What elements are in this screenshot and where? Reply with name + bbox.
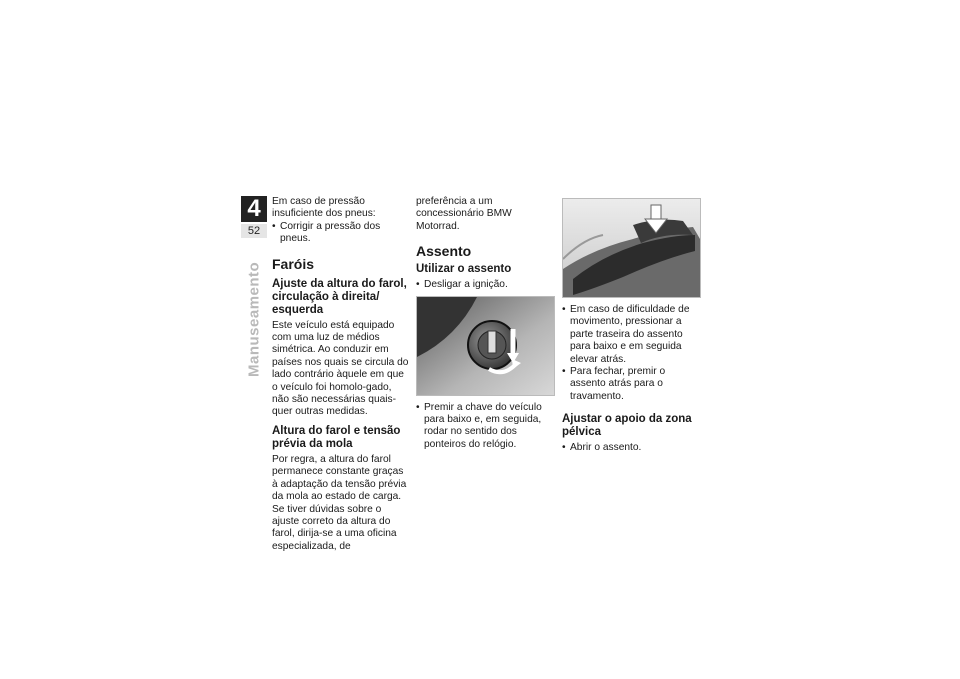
seat-photo (562, 198, 701, 298)
paragraph-ajuste: Este veículo está equipado com uma luz de médios simétrica. Ao conduzir em países nos quais se circula do lado contrário àquele em que o veículo foi homolo-gado, não são necessárias quais-quer outras medidas. (272, 319, 409, 418)
bullet-dificuldade: • Em caso de dificuldade de movimento, pressionar a parte traseira do assento para baixo e em seguida elevar atrás. (562, 304, 699, 366)
bullet-premir-chave: • Premir a chave do veículo para baixo e, em seguida, rodar no sentido dos ponteiros do relógio. (416, 402, 553, 452)
heading-altura-farol: Altura do farol e tensão prévia da mola (272, 424, 401, 450)
paragraph-altura-1: Por regra, a altura do farol permanece constante graças à adaptação da tensão prévia da mola ao estado de carga. (272, 453, 407, 503)
heading-farois: Faróis (272, 255, 315, 272)
paragraph-altura-2: Se tiver dúvidas sobre o ajuste correto da altura do farol, dirija-se a uma oficina especializada, de (272, 503, 397, 552)
column-2 (416, 196, 553, 451)
intro-text: Em caso de pressão insuficiente dos pneus: (272, 196, 376, 220)
column-1 (272, 196, 409, 553)
page-number: 52 (241, 224, 267, 238)
heading-assento: Assento (416, 243, 472, 260)
bullet-desligar: • Desligar a ignição. (416, 279, 553, 291)
bullet-corrigir: • Corrigir a pressão dos pneus. (272, 221, 409, 246)
section-label: Manuseamento (245, 262, 263, 378)
chapter-number: 4 (241, 196, 267, 222)
column-3 (562, 196, 699, 455)
ignition-key-photo (416, 296, 555, 396)
heading-ajuste-farol: Ajuste da altura do farol, circulação à direita/ esquerda (272, 277, 407, 316)
bullet-fechar: • Para fechar, premir o assento atrás para o travamento. (562, 366, 699, 403)
bullet-abrir-assento: • Abrir o assento. (562, 442, 699, 454)
heading-utilizar-assento: Utilizar o assento (416, 263, 512, 276)
paragraph-continuation: preferência a um concessionário BMW Motorrad. (416, 196, 512, 232)
heading-apoio-pelvica: Ajustar o apoio da zona pélvica (562, 413, 692, 439)
